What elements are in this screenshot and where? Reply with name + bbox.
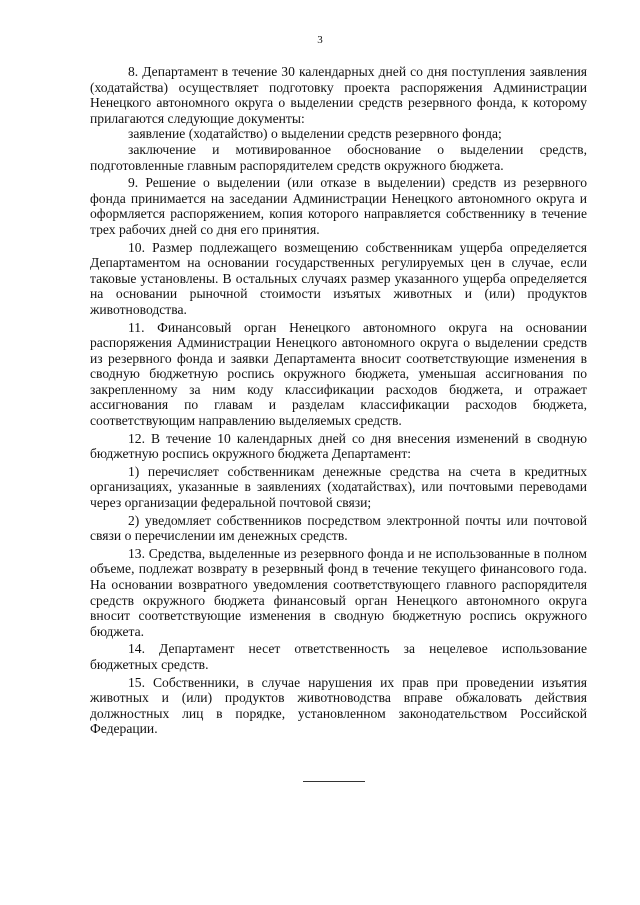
page-number: 3 xyxy=(317,34,323,46)
paragraph-8: 8. Департамент в течение 30 календарных дней со дня поступления заявления (ходатайства) осуществляет подготовку проекта распоряжения Администрации Ненецкого автономного округа о выделении средств резервного фонда, к которому прилагаются следующие документы: xyxy=(90,64,587,126)
closing-separator-line xyxy=(303,781,365,782)
paragraph-12-item-1: 1) перечисляет собственникам денежные средства на счета в кредитных организациях, указанные в заявлениях (ходатайствах), или почтовыми переводами через организации федеральной почтовой связи; xyxy=(90,463,587,511)
document-body xyxy=(90,64,587,737)
paragraph-8-item-application: заявление (ходатайство) о выделении средств резервного фонда; xyxy=(128,126,502,142)
paragraph-12: 12. В течение 10 календарных дней со дня внесения изменений в сводную бюджетную роспись окружного бюджета Департамент: xyxy=(90,430,587,462)
paragraph-8-item-conclusion: заключение и мотивированное обоснование о выделении средств, подготовленные главным распорядителем средств окружного бюджета. xyxy=(90,141,587,173)
paragraph-15: 15. Собственники, в случае нарушения их прав при проведении изъятия животных и (или) продуктов животноводства вправе обжаловать действия должностных лиц в порядке, установленном законодательством Российской Федерации. xyxy=(90,674,587,737)
paragraph-10: 10. Размер подлежащего возмещению собственникам ущерба определяется Департаментом на основании государственных регулируемых цен в случае, если таковые установлены. В остальных случаях размер указанного ущерба определяется на основании рыночной стоимости изъятых животных и (или) продуктов животноводства. xyxy=(90,239,587,317)
paragraph-9: 9. Решение о выделении (или отказе в выделении) средств из резервного фонда принимается на заседании Администрации Ненецкого автономного округа и оформляется распоряжением, копия которого направляется собственнику в течение трех рабочих дней со дня его принятия. xyxy=(90,175,587,237)
paragraph-14: 14. Департамент несет ответственность за нецелевое использование бюджетных средств. xyxy=(90,641,587,672)
paragraph-12-item-2: 2) уведомляет собственников посредством электронной почты или почтовой связи о перечислении им денежных средств. xyxy=(90,512,587,544)
paragraph-13: 13. Средства, выделенные из резервного фонда и не использованные в полном объеме, подлежат возврату в резервный фонд в течение текущего финансового года. На основании возвратного уведомления соответствующего главного распорядителя средств окружного бюджета финансовый орган Ненецкого автономного округа вносит соответствующие изменения в сводную бюджетную роспись окружного бюджета. xyxy=(90,545,587,639)
paragraph-11: 11. Финансовый орган Ненецкого автономного округа на основании распоряжения Администрации Ненецкого автономного округа о выделении средств из резервного фонда и заявки Департамента вносит соответствующие изменения в сводную бюджетную роспись окружного бюджета, уменьшая ассигнования по закрепленному за ним коду классификации расходов бюджета, и отражает ассигнования по главам и разделам классификации расходов бюджета, соответствующим направлению выделяемых средств. xyxy=(90,319,587,429)
